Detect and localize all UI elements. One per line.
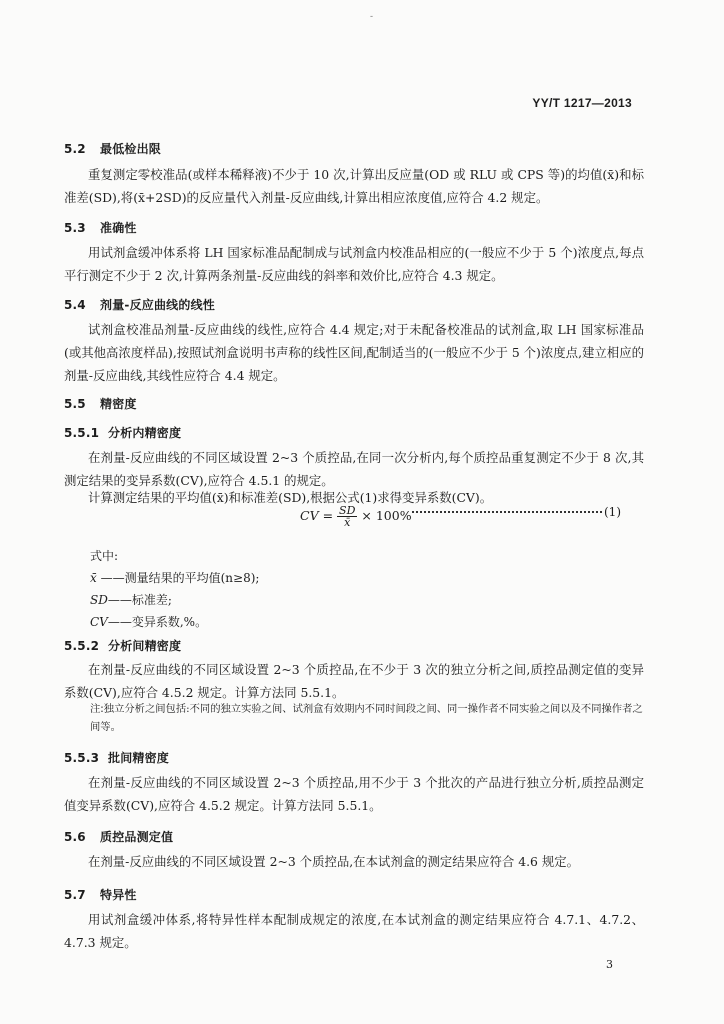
section-number: 5.7 xyxy=(64,888,86,902)
where-item xyxy=(90,567,259,589)
section-number: 5.5 xyxy=(64,397,86,411)
paragraph-5-5-1-formula-intro: 计算测定结果的平均值(x̄)和标准差(SD),根据公式(1)求得变异系数(CV)。 xyxy=(88,490,493,505)
formula-denominator: x̄ xyxy=(344,516,351,529)
section-title: 准确性 xyxy=(100,221,137,235)
where-symbol: CV xyxy=(90,615,108,629)
where-symbol: SD xyxy=(90,593,108,607)
section-heading-5-7 xyxy=(64,886,137,903)
formula-fraction xyxy=(337,505,357,528)
paragraph-5-7: 用试剂盒缓冲体系,将特异性样本配制成规定的浓度,在本试剂盒的测定结果应符合 4.7.1、4.7.2、4.7.3 规定。 xyxy=(64,912,644,950)
page-number: 3 xyxy=(606,958,613,971)
section-number: 5.5.1 xyxy=(64,426,100,440)
formula-lhs: CV xyxy=(300,508,319,523)
section-heading-5-2 xyxy=(64,140,161,157)
section-heading-5-5-2 xyxy=(64,637,181,654)
where-intro: 式中: xyxy=(90,549,119,563)
note-label: 注: xyxy=(90,703,104,715)
paragraph-5-4: 试剂盒校准品剂量-反应曲线的线性,应符合 4.4 规定;对于未配备校准品的试剂盒,取 LH 国家标准品(或其他高浓度样品),按照试剂盒说明书声称的线性区间,配制适当的(一般应不少于 5 个)浓度点,建立相应的剂量-反应曲线,其线性应符合 4.4 规定。 xyxy=(64,322,644,383)
paragraph-5-5-3: 在剂量-反应曲线的不同区域设置 2~3 个质控品,用不少于 3 个批次的产品进行独立分析,质控品测定值变异系数(CV),应符合 4.5.2 规定。计算方法同 5.5.1。 xyxy=(64,775,644,813)
section-number: 5.4 xyxy=(64,298,86,312)
section-title: 特异性 xyxy=(100,888,137,902)
section-title: 质控品测定值 xyxy=(100,830,174,844)
standard-number: YY/T 1217—2013 xyxy=(532,96,632,110)
formula-1 xyxy=(300,505,412,528)
where-desc: ——标准差; xyxy=(107,593,172,607)
section-heading-5-6 xyxy=(64,828,173,845)
section-title: 批间精密度 xyxy=(108,751,170,765)
note-text: 独立分析之间包括:不同的独立实验之间、试剂盒有效期内不同时间段之间、同一操作者不同实验之间以及不同操作者之间等。 xyxy=(90,703,643,733)
where-desc: ——变异系数,%。 xyxy=(107,615,208,629)
section-heading-5-4 xyxy=(64,296,215,313)
paragraph-5-5-1: 在剂量-反应曲线的不同区域设置 2~3 个质控品,在同一次分析内,每个质控品重复测定不少于 8 次,其测定结果的变异系数(CV),应符合 4.5.1 的规定。 xyxy=(64,450,644,488)
where-item xyxy=(90,589,172,611)
formula-leader-dots xyxy=(412,511,602,513)
where-desc: ——测量结果的平均值(n≥8); xyxy=(100,571,260,585)
section-number: 5.5.2 xyxy=(64,639,100,653)
corner-mark: - xyxy=(370,12,374,22)
section-title: 分析内精密度 xyxy=(108,426,182,440)
note-5-5-2 xyxy=(90,700,650,736)
formula-equals: = xyxy=(322,508,334,523)
section-heading-5-5-1 xyxy=(64,424,181,441)
section-number: 5.6 xyxy=(64,830,86,844)
section-title: 最低检出限 xyxy=(100,142,162,156)
paragraph-5-6: 在剂量-反应曲线的不同区域设置 2~3 个质控品,在本试剂盒的测定结果应符合 4.6 规定。 xyxy=(88,854,580,869)
section-number: 5.2 xyxy=(64,142,86,156)
paragraph-5-3: 用试剂盒缓冲体系将 LH 国家标准品配制成与试剂盒内校准品相应的(一般应不少于 5 个)浓度点,每点平行测定不少于 2 次,计算两条剂量-反应曲线的斜率和效价比,应符合 4.3 规定。 xyxy=(64,245,644,283)
where-symbol: x̄ xyxy=(90,571,97,585)
section-number: 5.3 xyxy=(64,221,86,235)
section-title: 分析间精密度 xyxy=(108,639,182,653)
formula-number: (1) xyxy=(604,505,621,519)
section-number: 5.5.3 xyxy=(64,751,100,765)
paragraph-5-2: 重复测定零校准品(或样本稀释液)不少于 10 次,计算出反应量(OD 或 RLU 或 CPS 等)的均值(x̄)和标准差(SD),将(x̄+2SD)的反应量代入剂量-反应曲线,计算出相应浓度值,应符合 4.2 规定。 xyxy=(64,167,644,205)
formula-numerator: SD xyxy=(339,504,356,517)
formula-times: × 100% xyxy=(361,508,412,523)
section-heading-5-3 xyxy=(64,219,137,236)
section-title: 剂量-反应曲线的线性 xyxy=(100,298,215,312)
section-title: 精密度 xyxy=(100,397,137,411)
where-item xyxy=(90,611,207,633)
paragraph-5-5-2: 在剂量-反应曲线的不同区域设置 2~3 个质控品,在不少于 3 次的独立分析之间,质控品测定值的变异系数(CV),应符合 4.5.2 规定。计算方法同 5.5.1。 xyxy=(64,662,644,700)
section-heading-5-5 xyxy=(64,395,137,412)
section-heading-5-5-3 xyxy=(64,749,169,766)
